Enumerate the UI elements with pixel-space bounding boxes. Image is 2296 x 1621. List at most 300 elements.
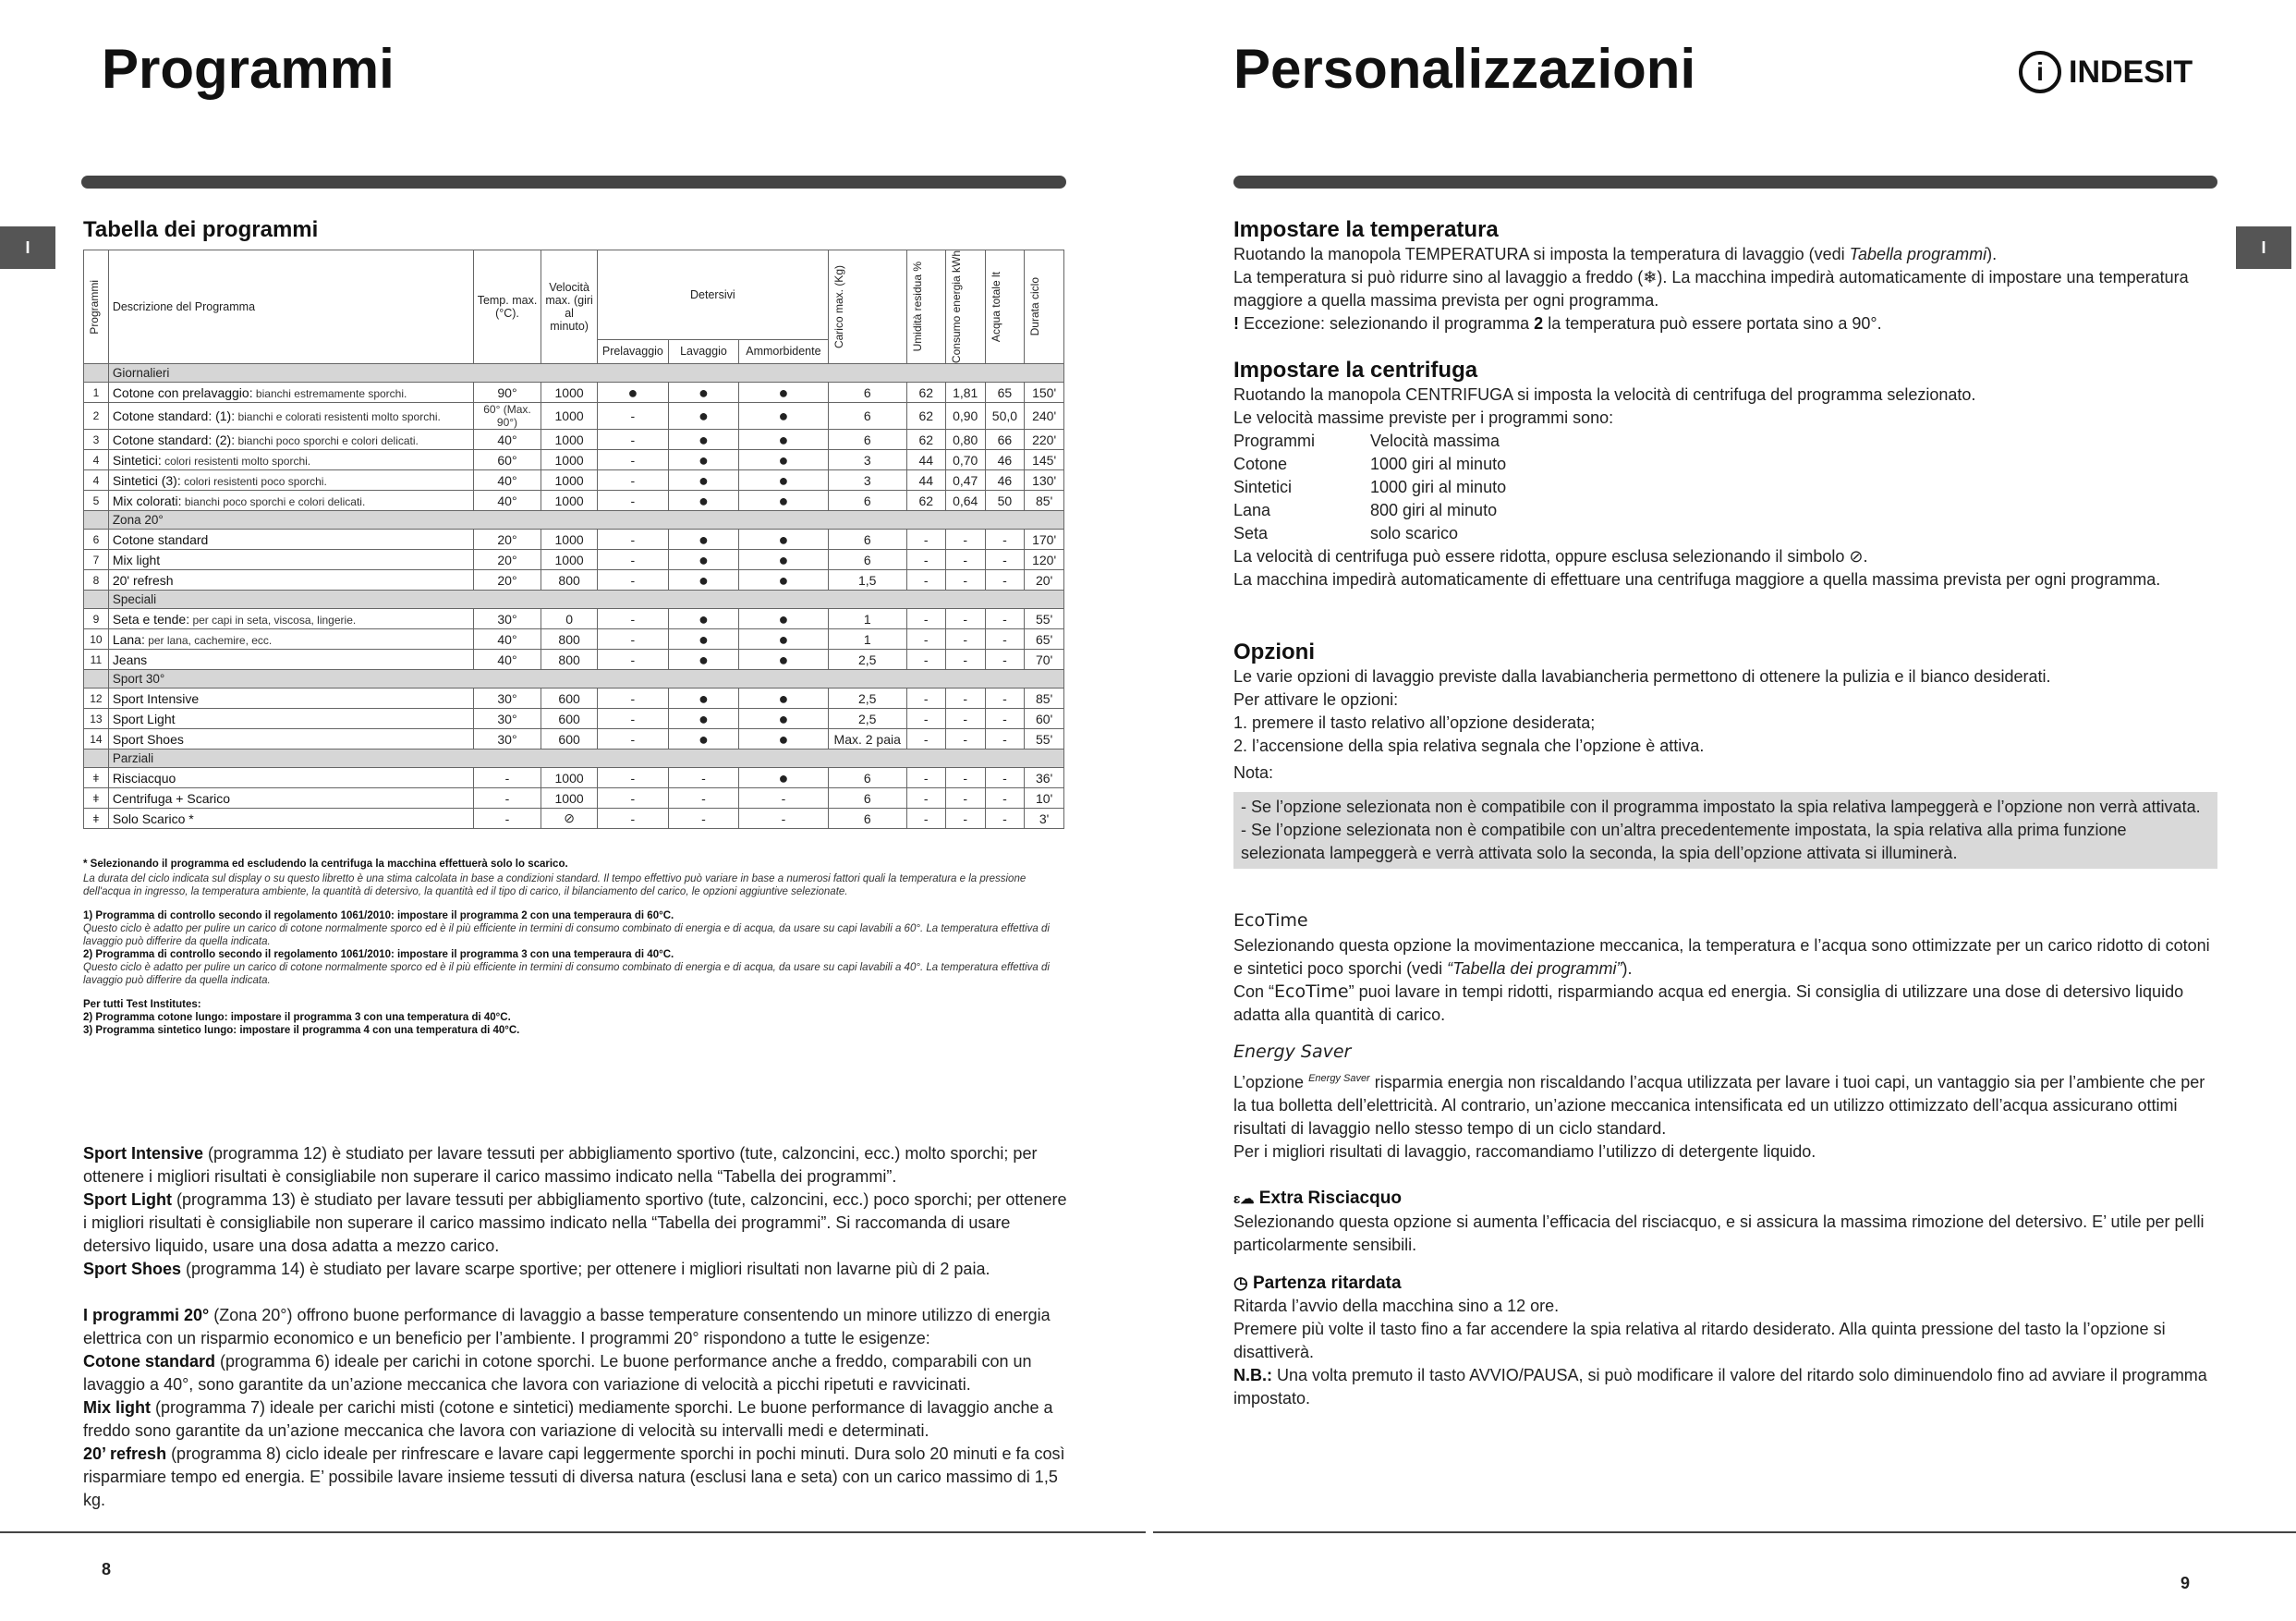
cell-umidita: 62 <box>906 383 945 403</box>
cell-program-number: 4 <box>84 470 109 491</box>
page-title-personalizzazioni: Personalizzazioni <box>1233 38 1696 100</box>
cell-ammorbidente: ● <box>739 629 829 650</box>
options-line-4: 2. l’accensione della spia relativa segnala che l’opzione è attiva. <box>1233 737 1705 755</box>
extra-rinse-title: ɛ☁ Extra Risciacquo <box>1233 1188 1402 1208</box>
cell-temp: - <box>473 788 541 809</box>
col-prelavaggio: Prelavaggio <box>597 339 668 364</box>
cell-temp: 40° <box>473 629 541 650</box>
cell-carico: 1,5 <box>828 570 906 591</box>
cell-temp: 90° <box>473 383 541 403</box>
spin-row-velocita: 1000 giri al minuto <box>1370 455 1507 473</box>
table-footnotes <box>83 858 1063 1037</box>
cell-carico: 6 <box>828 768 906 788</box>
cell-temp: 40° <box>473 470 541 491</box>
cell-consumo: 0,47 <box>945 470 985 491</box>
brand-logo <box>2019 51 2193 93</box>
delay-start-section <box>1233 1272 2217 1410</box>
cell-prelavaggio: - <box>597 470 668 491</box>
cell-lavaggio: ● <box>668 430 738 450</box>
cell-carico: 6 <box>828 403 906 430</box>
cell-program-number: 11 <box>84 650 109 670</box>
cell-temp: - <box>473 809 541 829</box>
cell-umidita: - <box>906 650 945 670</box>
language-tab-right: I <box>2236 226 2291 269</box>
cell-ammorbidente: ● <box>739 729 829 750</box>
cell-carico: 2,5 <box>828 709 906 729</box>
cell-carico: 6 <box>828 809 906 829</box>
table-title: Tabella dei programmi <box>83 217 319 242</box>
ecotime-line-2: Con “EcoTime” puoi lavare in tempi ridotti, risparmiando acqua ed energia. Si consiglia di utilizzare una dose di detersivo liquido adatta alla quantità di carico. <box>1233 981 2184 1024</box>
cell-rpm: 1000 <box>541 491 598 511</box>
cell-consumo: - <box>945 709 985 729</box>
cell-ammorbidente: ● <box>739 709 829 729</box>
col-durata: Durata ciclo <box>1025 250 1064 364</box>
cell-umidita: - <box>906 729 945 750</box>
cell-ammorbidente: - <box>739 809 829 829</box>
tests-2: 3) Programma sintetico lungo: impostare il programma 4 con una temperatura di 40°C. <box>83 1025 520 1036</box>
cell-rpm: 1000 <box>541 530 598 550</box>
col-ammorbidente: Ammorbidente <box>739 339 829 364</box>
cell-program-number: 9 <box>84 609 109 629</box>
table-group-row <box>84 364 1064 383</box>
cell-prelavaggio: - <box>597 491 668 511</box>
cell-ammorbidente: ● <box>739 450 829 470</box>
cell-prelavaggio: - <box>597 550 668 570</box>
cell-rpm: 1000 <box>541 403 598 430</box>
cell-rpm: 800 <box>541 570 598 591</box>
temperature-title: Impostare la temperatura <box>1233 217 1499 242</box>
group-label: Zona 20° <box>108 511 1063 530</box>
cell-prelavaggio: ● <box>597 383 668 403</box>
spin-row-velocita: solo scarico <box>1370 524 1459 542</box>
cell-program-number: ǂ <box>84 768 109 788</box>
cell-consumo: - <box>945 650 985 670</box>
cell-temp: 30° <box>473 729 541 750</box>
col-velocita: Velocità max. (giri al minuto) <box>541 250 598 364</box>
spin-line-3: La velocità di centrifuga può essere ridotta, oppure esclusa selezionando il simbolo ⊘. <box>1233 547 1868 566</box>
note-box-line-2: - Se l’opzione selezionata non è compatibile con un’altra precedentemente impostata, la spia relativa alla prima funzione selezionata lampeggerà e verrà attivata solo la seconda, la spia dell’opzione attivata si illuminerà. <box>1241 821 2127 862</box>
cell-program-number: 13 <box>84 709 109 729</box>
cell-lavaggio: ● <box>668 470 738 491</box>
cell-temp: 60° <box>473 450 541 470</box>
cell-ammorbidente: ● <box>739 768 829 788</box>
cell-acqua: - <box>985 709 1025 729</box>
zona20-section <box>83 1304 1067 1512</box>
brand-name: INDESIT <box>2069 54 2193 90</box>
cell-program-number: ǂ <box>84 809 109 829</box>
table-row <box>84 530 1064 550</box>
title-rule <box>81 176 1066 189</box>
footnote-1-text: Questo ciclo è adatto per pulire un carico di cotone normalmente sporco ed è il più efficiente in termini di consumo combinato di energia e di acqua, da usare su capi lavabili a 60°. La temperatura effettiva di lavaggio può differire da quella indicata. <box>83 923 1050 947</box>
tests-1: 2) Programma cotone lungo: impostare il programma 3 con una temperatura di 40°C. <box>83 1012 511 1023</box>
sport-shoes: Sport Shoes (programma 14) è studiato per lavare scarpe sportive; per ottenere i migliori risultati non lavarne più di 2 paia. <box>83 1260 990 1278</box>
cell-acqua: - <box>985 650 1025 670</box>
cell-rpm: 1000 <box>541 550 598 570</box>
cell-program-number: ǂ <box>84 788 109 809</box>
cell-durata: 170' <box>1025 530 1064 550</box>
cell-carico: 2,5 <box>828 650 906 670</box>
tests-title: Per tutti Test Institutes: <box>83 999 201 1010</box>
footnote-2-text: Questo ciclo è adatto per pulire un carico di cotone normalmente sporco ed è il più efficiente in termini di consumo combinato di energia e di acqua, da usare su capi lavabili a 40°. La temperatura effettiva di lavaggio può differire da quella indicata. <box>83 962 1050 986</box>
footer-rule-right <box>1153 1531 2296 1533</box>
cell-umidita: - <box>906 768 945 788</box>
cell-durata: 60' <box>1025 709 1064 729</box>
cell-acqua: - <box>985 609 1025 629</box>
cell-durata: 10' <box>1025 788 1064 809</box>
cell-durata: 85' <box>1025 689 1064 709</box>
spin-col-velocita: Velocità massima <box>1370 432 1500 450</box>
sport-section <box>83 1142 1067 1281</box>
cell-temp: 40° <box>473 491 541 511</box>
table-row <box>84 609 1064 629</box>
temp-line-3: ! Eccezione: selezionando il programma 2 la temperatura può essere portata sino a 90°. <box>1233 314 1882 333</box>
options-line-1: Le varie opzioni di lavaggio previste dalla lavabiancheria permettono di ottenere la pulizia e il bianco desiderati. <box>1233 667 2051 686</box>
cell-consumo: 0,90 <box>945 403 985 430</box>
page-number-right: 9 <box>2181 1574 2191 1592</box>
cell-prelavaggio: - <box>597 609 668 629</box>
cell-lavaggio: - <box>668 788 738 809</box>
cell-ammorbidente: ● <box>739 570 829 591</box>
zona20-mix: Mix light (programma 7) ideale per carichi misti (cotone e sintetici) mediamente sporchi. Le buone performance di lavaggio anche a freddo sono garantite da un’azione meccanica che lavora con variazione di velocità su intervalli medi e determinati. <box>83 1398 1053 1440</box>
group-label: Giornalieri <box>108 364 1063 383</box>
cell-ammorbidente: ● <box>739 689 829 709</box>
cell-acqua: - <box>985 809 1025 829</box>
cell-prelavaggio: - <box>597 430 668 450</box>
cell-consumo: 0,64 <box>945 491 985 511</box>
cell-description: Risciacquo <box>108 768 473 788</box>
table-group-row <box>84 511 1064 530</box>
col-acqua: Acqua totale lt <box>985 250 1025 364</box>
cell-carico: 6 <box>828 430 906 450</box>
cell-acqua: 50,0 <box>985 403 1025 430</box>
spin-row-velocita: 800 giri al minuto <box>1370 501 1498 519</box>
cell-description: Mix colorati: bianchi poco sporchi e colori delicati. <box>108 491 473 511</box>
table-row <box>84 550 1064 570</box>
col-carico: Carico max. (Kg) <box>828 250 906 364</box>
cell-lavaggio: ● <box>668 629 738 650</box>
cell-carico: 6 <box>828 383 906 403</box>
cell-description: Cotone standard: (2): bianchi poco sporchi e colori delicati. <box>108 430 473 450</box>
cell-lavaggio: - <box>668 768 738 788</box>
cell-lavaggio: ● <box>668 609 738 629</box>
cell-program-number: 12 <box>84 689 109 709</box>
page-title-programmi: Programmi <box>102 38 395 100</box>
cell-prelavaggio: - <box>597 768 668 788</box>
cell-rpm: 600 <box>541 729 598 750</box>
col-programmi: Programmi <box>84 250 109 364</box>
energy-saver-logo: Energy Saver <box>1233 1042 1352 1062</box>
footnote-1-title: 1) Programma di controllo secondo il regolamento 1061/2010: impostare il programma 2 con una temperaura di 60°C. <box>83 910 674 921</box>
cell-consumo: - <box>945 550 985 570</box>
table-row <box>84 403 1064 430</box>
cell-description: Sintetici (3): colori resistenti poco sporchi. <box>108 470 473 491</box>
cell-durata: 55' <box>1025 729 1064 750</box>
spin-row-programma: Lana <box>1233 501 1271 519</box>
cell-description: Sport Shoes <box>108 729 473 750</box>
cell-program-number: 2 <box>84 403 109 430</box>
cell-description: Lana: per lana, cachemire, ecc. <box>108 629 473 650</box>
cell-umidita: 44 <box>906 470 945 491</box>
language-tab: I <box>0 226 55 269</box>
spin-line-4: La macchina impedirà automaticamente di effettuare una centrifuga maggiore a quella massima prevista per ogni programma. <box>1233 570 2161 589</box>
cell-description: Solo Scarico * <box>108 809 473 829</box>
cell-acqua: 66 <box>985 430 1025 450</box>
cell-umidita: - <box>906 689 945 709</box>
table-row <box>84 629 1064 650</box>
cell-carico: 1 <box>828 609 906 629</box>
ecotime-inline-logo: EcoTime <box>1274 981 1349 1002</box>
col-consumo: Consumo energia kWh <box>945 250 985 364</box>
temp-line-2: La temperatura si può ridurre sino al lavaggio a freddo (❄). La macchina impedirà automaticamente di impostare una temperatura maggiore a quella massima prevista per ogni programma. <box>1233 268 2189 310</box>
cell-consumo: - <box>945 768 985 788</box>
delay-line-3: N.B.: Una volta premuto il tasto AVVIO/PAUSA, si può modificare il valore del ritardo solo diminuendolo fino ad avviare il programma impostato. <box>1233 1366 2207 1408</box>
table-group-row <box>84 750 1064 768</box>
cell-rpm: 800 <box>541 629 598 650</box>
spin-title: Impostare la centrifuga <box>1233 358 1478 383</box>
extra-rinse-icon: ɛ☁ <box>1233 1191 1255 1207</box>
cell-prelavaggio: - <box>597 570 668 591</box>
cell-program-number: 7 <box>84 550 109 570</box>
cell-acqua: - <box>985 629 1025 650</box>
cell-umidita: - <box>906 788 945 809</box>
page-number-left: 8 <box>102 1560 112 1578</box>
options-note-box <box>1233 792 2217 869</box>
cell-acqua: 65 <box>985 383 1025 403</box>
table-row <box>84 788 1064 809</box>
cell-durata: 240' <box>1025 403 1064 430</box>
energy-line-1: L’opzione $^{Energy Saver}$ risparmia energia non riscaldando l’acqua utilizzata per lavare i tuoi capi, un vantaggio sia per l’ambiente che per la tua bolletta dell’elettricità. Al contrario, un’azione meccanica intensificata ed un utilizzo ottimizzato dell’acqua assicurano ottimi risultati di lavaggio nello stesso tempo di un ciclo standard. <box>1233 1073 2205 1138</box>
cell-ammorbidente: ● <box>739 491 829 511</box>
cell-rpm: 1000 <box>541 788 598 809</box>
table-row <box>84 689 1064 709</box>
extra-rinse-line-1: Selezionando questa opzione si aumenta l’efficacia del risciacquo, e si assicura la massima rimozione del detersivo. E’ utile per pelli particolarmente sensibili. <box>1233 1213 2205 1254</box>
cell-rpm: 600 <box>541 709 598 729</box>
cell-durata: 36' <box>1025 768 1064 788</box>
cell-temp: 40° <box>473 650 541 670</box>
sport-intensive: Sport Intensive (programma 12) è studiato per lavare tessuti per abbigliamento sportivo (tute, calzoncini, ecc.) molto sporchi; per ottenere i migliori risultati è consigliabile non superare il carico massimo indicato nella “Tabella dei programmi”. <box>83 1144 1038 1186</box>
cell-description: Jeans <box>108 650 473 670</box>
cell-carico: 6 <box>828 491 906 511</box>
cell-umidita: 44 <box>906 450 945 470</box>
table-row <box>84 650 1064 670</box>
cell-ammorbidente: ● <box>739 383 829 403</box>
cell-rpm: 0 <box>541 609 598 629</box>
cell-carico: 6 <box>828 550 906 570</box>
spin-row-programma: Sintetici <box>1233 478 1293 496</box>
cell-carico: 3 <box>828 470 906 491</box>
cell-consumo: 0,70 <box>945 450 985 470</box>
cell-ammorbidente: - <box>739 788 829 809</box>
cell-acqua: - <box>985 788 1025 809</box>
cell-program-number: 10 <box>84 629 109 650</box>
cell-durata: 220' <box>1025 430 1064 450</box>
sport-light: Sport Light (programma 13) è studiato per lavare tessuti per abbigliamento sportivo (tute, calzoncini, ecc.) poco sporchi; per ottenere i migliori risultati è consigliabile non superare il carico massimo indicato nella “Tabella dei programmi”. Si raccomanda di usare detersivo liquido, usare una dosa adatta a mezzo carico. <box>83 1190 1067 1255</box>
cell-ammorbidente: ● <box>739 430 829 450</box>
cell-acqua: - <box>985 689 1025 709</box>
cell-rpm: 1000 <box>541 383 598 403</box>
cell-carico: 1 <box>828 629 906 650</box>
footer-rule-left <box>0 1531 1146 1533</box>
cell-umidita: - <box>906 629 945 650</box>
cell-durata: 150' <box>1025 383 1064 403</box>
cell-description: Cotone standard <box>108 530 473 550</box>
cell-rpm: 1000 <box>541 470 598 491</box>
cell-consumo: - <box>945 530 985 550</box>
cell-ammorbidente: ● <box>739 530 829 550</box>
cell-umidita: - <box>906 609 945 629</box>
table-group-row <box>84 670 1064 689</box>
table-row <box>84 709 1064 729</box>
cell-acqua: 46 <box>985 470 1025 491</box>
cell-umidita: - <box>906 570 945 591</box>
cell-temp: - <box>473 768 541 788</box>
table-row <box>84 383 1064 403</box>
spin-line-1: Ruotando la manopola CENTRIFUGA si imposta la velocità di centrifuga del programma selezionato. <box>1233 385 1976 404</box>
spin-section <box>1233 358 2217 591</box>
cell-prelavaggio: - <box>597 450 668 470</box>
options-title: Opzioni <box>1233 640 1315 664</box>
cell-acqua: 46 <box>985 450 1025 470</box>
cell-description: Cotone standard: (1): bianchi e colorati resistenti molto sporchi. <box>108 403 473 430</box>
cell-carico: 6 <box>828 788 906 809</box>
col-lavaggio: Lavaggio <box>668 339 738 364</box>
cell-ammorbidente: ● <box>739 550 829 570</box>
cell-lavaggio: ● <box>668 491 738 511</box>
cell-lavaggio: ● <box>668 729 738 750</box>
cell-description: Seta e tende: per capi in seta, viscosa, lingerie. <box>108 609 473 629</box>
cell-rpm: 1000 <box>541 768 598 788</box>
cell-consumo: - <box>945 788 985 809</box>
cell-umidita: - <box>906 809 945 829</box>
spin-col-programmi: Programmi <box>1233 432 1316 450</box>
options-section <box>1233 640 2217 869</box>
cell-temp: 20° <box>473 550 541 570</box>
table-row <box>84 470 1064 491</box>
cell-rpm: 1000 <box>541 430 598 450</box>
table-row <box>84 491 1064 511</box>
cell-prelavaggio: - <box>597 788 668 809</box>
energy-saver-inline-logo: Energy Saver <box>1308 1073 1370 1084</box>
table-row <box>84 430 1064 450</box>
cell-acqua: - <box>985 768 1025 788</box>
cell-temp: 60° (Max. 90°) <box>473 403 541 430</box>
cell-prelavaggio: - <box>597 709 668 729</box>
col-detersivi: Detersivi <box>597 250 828 340</box>
cell-carico: 3 <box>828 450 906 470</box>
cell-durata: 120' <box>1025 550 1064 570</box>
col-descrizione: Descrizione del Programma <box>108 250 473 364</box>
table-row <box>84 570 1064 591</box>
ecotime-line-1: Selezionando questa opzione la movimentazione meccanica, la temperatura e l’acqua sono ottimizzate per un carico ridotto di cotoni e sintetici poco sporchi (vedi “Tabella dei programmi”). <box>1233 936 2210 978</box>
cell-consumo: - <box>945 629 985 650</box>
cell-description: Sport Intensive <box>108 689 473 709</box>
spin-table <box>1233 430 1506 545</box>
delay-start-title: ◷ Partenza ritardata <box>1233 1274 1402 1293</box>
temperature-section <box>1233 217 2217 335</box>
footnote-star: * Selezionando il programma ed escludendo la centrifuga la macchina effettuerà solo lo scarico. <box>83 859 568 870</box>
cell-acqua: 50 <box>985 491 1025 511</box>
cell-lavaggio: ● <box>668 689 738 709</box>
zona20-refresh: 20’ refresh (programma 8) ciclo ideale per rinfrescare e lavare capi leggermente sporchi in pochi minuti. Dura solo 20 minuti e fa così risparmiare tempo ed energia. E’ possibile lavare insieme tessuti di diversa natura (esclusi lana e seta) con un carico massimo di 1,5 kg. <box>83 1444 1065 1509</box>
cell-description: Sintetici: colori resistenti molto sporchi. <box>108 450 473 470</box>
cell-rpm: 800 <box>541 650 598 670</box>
cell-carico: Max. 2 paia <box>828 729 906 750</box>
cell-lavaggio: ● <box>668 530 738 550</box>
cell-ammorbidente: ● <box>739 650 829 670</box>
extra-rinse-section <box>1233 1187 2217 1257</box>
cell-ammorbidente: ● <box>739 403 829 430</box>
options-line-2: Per attivare le opzioni: <box>1233 690 1399 709</box>
energy-line-2: Per i migliori risultati di lavaggio, raccomandiamo l’utilizzo di detergente liquido. <box>1233 1142 1816 1161</box>
cell-umidita: - <box>906 709 945 729</box>
group-label: Speciali <box>108 591 1063 609</box>
cell-prelavaggio: - <box>597 403 668 430</box>
cell-lavaggio: ● <box>668 383 738 403</box>
spin-line-2: Le velocità massime previste per i programmi sono: <box>1233 408 1614 427</box>
cell-description: 20' refresh <box>108 570 473 591</box>
cell-durata: 85' <box>1025 491 1064 511</box>
table-row <box>84 729 1064 750</box>
spin-row-programma: Cotone <box>1233 455 1288 473</box>
cell-lavaggio: ● <box>668 650 738 670</box>
col-temp: Temp. max. (°C). <box>473 250 541 364</box>
cell-lavaggio: ● <box>668 403 738 430</box>
cell-umidita: - <box>906 530 945 550</box>
cell-carico: 2,5 <box>828 689 906 709</box>
cell-description: Cotone con prelavaggio: bianchi estremamente sporchi. <box>108 383 473 403</box>
cell-lavaggio: - <box>668 809 738 829</box>
cell-prelavaggio: - <box>597 729 668 750</box>
cell-rpm: ⊘ <box>541 809 598 829</box>
cell-ammorbidente: ● <box>739 470 829 491</box>
programs-table <box>83 250 1064 829</box>
cell-consumo: - <box>945 809 985 829</box>
cell-program-number: 14 <box>84 729 109 750</box>
cell-acqua: - <box>985 530 1025 550</box>
zona20-cotone: Cotone standard (programma 6) ideale per carichi in cotone sporchi. Le buone performance anche a freddo, comparabili con un lavaggio a 40°, sono garantite da un’azione meccanica che lavora con variazione di velocità a picchi ripetuti e ravvicinati. <box>83 1352 1032 1394</box>
note-box-line-1: - Se l’opzione selezionata non è compatibile con il programma impostato la spia relativa lampeggerà e l’opzione non verrà attivata. <box>1241 798 2201 816</box>
cell-lavaggio: ● <box>668 550 738 570</box>
spin-row-velocita: 1000 giri al minuto <box>1370 478 1507 496</box>
cell-temp: 20° <box>473 570 541 591</box>
cell-durata: 55' <box>1025 609 1064 629</box>
cell-description: Centrifuga + Scarico <box>108 788 473 809</box>
cell-umidita: 62 <box>906 403 945 430</box>
cell-acqua: - <box>985 550 1025 570</box>
footnote-2-title: 2) Programma di controllo secondo il regolamento 1061/2010: impostare il programma 3 con una temperaura di 40°C. <box>83 949 674 960</box>
cell-consumo: - <box>945 609 985 629</box>
cell-consumo: - <box>945 729 985 750</box>
cell-program-number: 4 <box>84 450 109 470</box>
cell-prelavaggio: - <box>597 629 668 650</box>
cell-description: Mix light <box>108 550 473 570</box>
cell-program-number: 5 <box>84 491 109 511</box>
cell-umidita: 62 <box>906 491 945 511</box>
cell-carico: 6 <box>828 530 906 550</box>
cell-rpm: 1000 <box>541 450 598 470</box>
zona20-intro: I programmi 20° (Zona 20°) offrono buone performance di lavaggio a basse temperature consentendo un minore utilizzo di energia elettrica con un risparmio economico e un beneficio per l’ambiente. I programmi 20° rispondono a tutte le esigenze: <box>83 1306 1051 1347</box>
cell-rpm: 600 <box>541 689 598 709</box>
cell-program-number: 8 <box>84 570 109 591</box>
cell-durata: 65' <box>1025 629 1064 650</box>
delay-line-1: Ritarda l’avvio della macchina sino a 12 ore. <box>1233 1297 1560 1315</box>
cell-consumo: - <box>945 689 985 709</box>
cell-acqua: - <box>985 729 1025 750</box>
table-row <box>84 809 1064 829</box>
cell-ammorbidente: ● <box>739 609 829 629</box>
cell-prelavaggio: - <box>597 689 668 709</box>
cell-consumo: - <box>945 570 985 591</box>
